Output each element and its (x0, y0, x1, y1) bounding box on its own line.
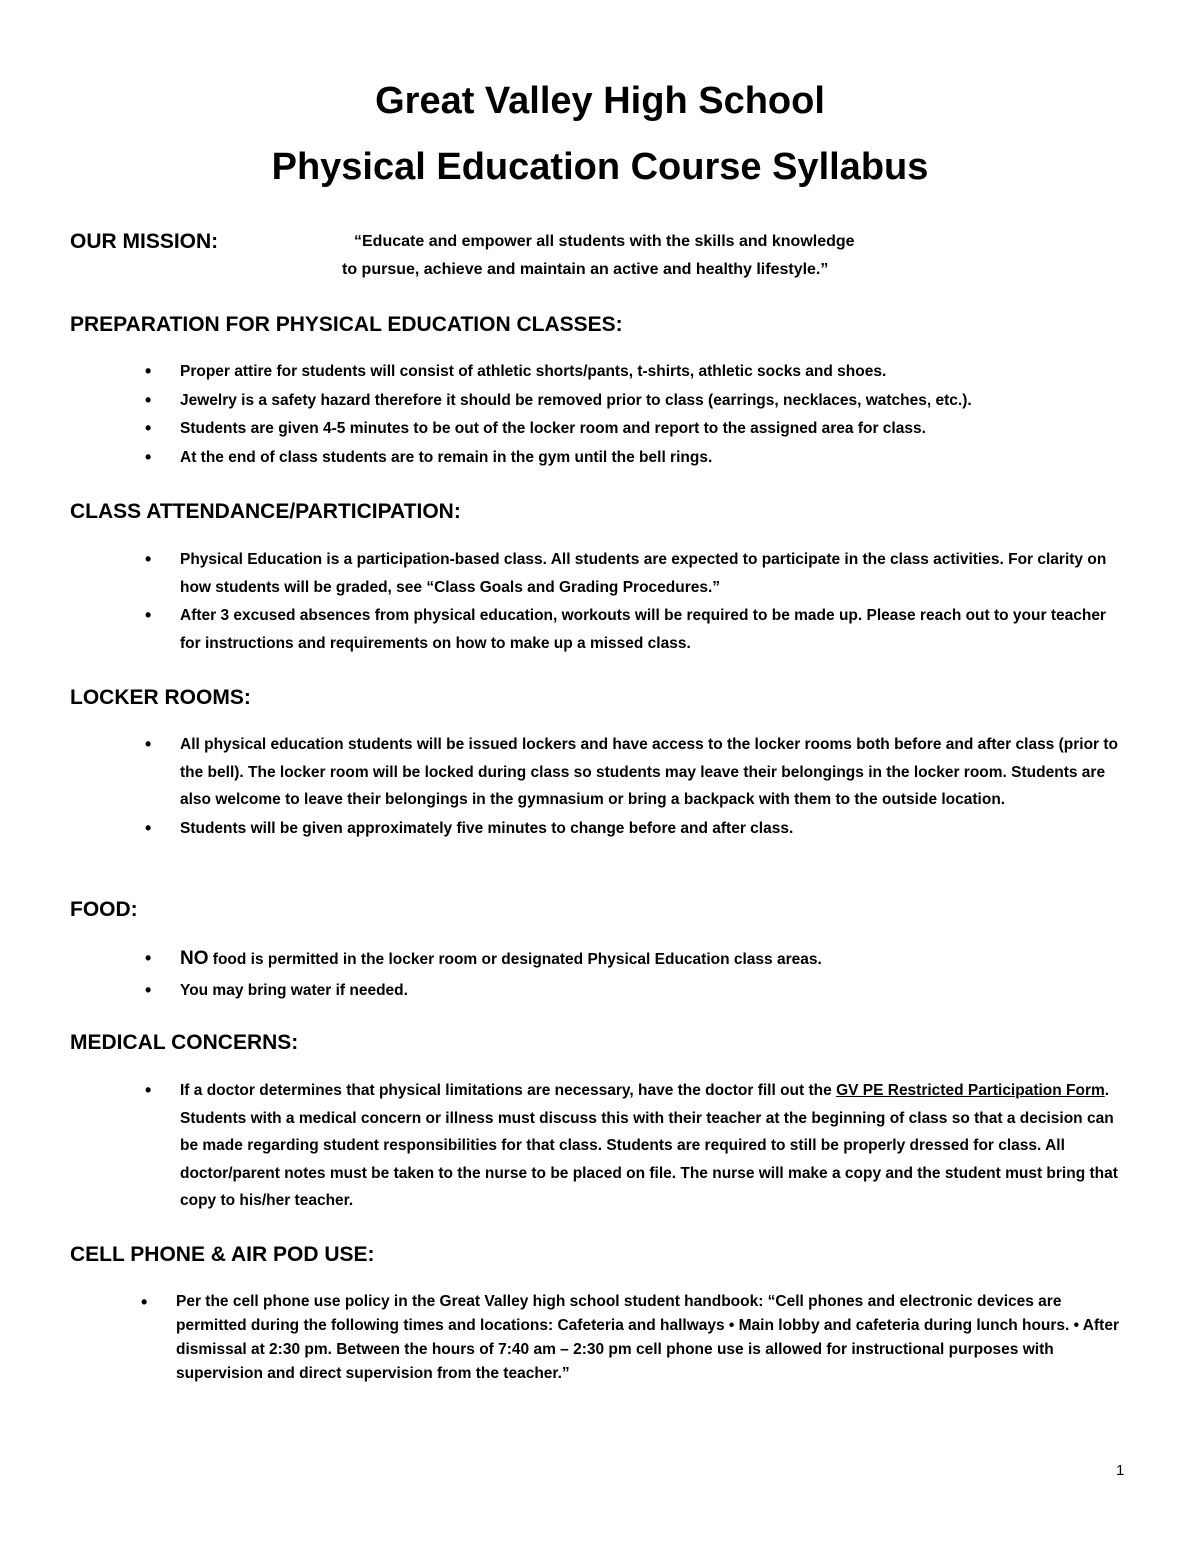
bullet-icon: • (145, 734, 152, 754)
bullet-icon: • (145, 446, 152, 467)
list-item: • Students are given 4-5 minutes to be out of the locker room and report to the assigned area for class. (180, 415, 1130, 443)
bullet-icon: • (145, 389, 152, 410)
bullet-icon: • (145, 948, 152, 968)
food-list (145, 945, 1130, 1005)
list-item: • Per the cell phone use policy in the Great Valley high school student handbook: “Cell phones and electronic devices are permitted during the following times and locations: Cafeteria and hallways • Main lobby and cafeteria during lunch hours. • After dismissal at 2:30 pm. Between the hours of 7:40 am – 2:30 pm cell phone use is allowed for instructional purposes with supervision and direct supervision from the teacher.” (141, 1292, 1119, 1382)
attendance-list (145, 546, 1130, 658)
mission-line-1: “Educate and empower all students with the skills and knowledge (354, 233, 855, 250)
locker-list (145, 731, 1130, 843)
cell-heading: CELL PHONE & AIR POD USE: (70, 1243, 375, 1266)
prep-heading: PREPARATION FOR PHYSICAL EDUCATION CLASSES: (70, 313, 623, 336)
restricted-form-link[interactable]: GV PE Restricted Participation Form (836, 1082, 1105, 1099)
list-item: • Students will be given approximately five minutes to change before and after class. (180, 815, 1130, 843)
list-item: • After 3 excused absences from physical education, workouts will be required to be made up. Please reach out to your teacher for instructions and requirements on how to make up a missed class. (180, 602, 1130, 657)
list-item: • Physical Education is a participation-based class. All students are expected to participate in the class activities. For clarity on how students will be graded, see “Class Goals and Grading Procedures.” (180, 546, 1130, 601)
mission-label: OUR MISSION: (70, 230, 219, 253)
school-title: Great Valley High School (375, 80, 825, 122)
list-item: • Proper attire for students will consist of athletic shorts/pants, t-shirts, athletic socks and shoes. (180, 358, 1130, 386)
syllabus-title: Physical Education Course Syllabus (271, 146, 929, 188)
list-item: • NO food is permitted in the locker room or designated Physical Education class areas. (180, 945, 1130, 974)
bullet-icon: • (145, 361, 152, 381)
bullet-icon: • (145, 817, 152, 838)
list-item: • Jewelry is a safety hazard therefore it should be removed prior to class (earrings, necklaces, watches, etc.). (180, 387, 1130, 415)
food-heading: FOOD: (70, 898, 138, 921)
list-item: • You may bring water if needed. (180, 977, 1130, 1005)
prep-list (145, 358, 1130, 472)
cell-list (141, 1290, 1131, 1387)
locker-heading: LOCKER ROOMS: (70, 686, 251, 709)
bullet-icon: • (145, 605, 152, 625)
attendance-heading: CLASS ATTENDANCE/PARTICIPATION: (70, 500, 461, 523)
no-emphasis: NO (180, 948, 209, 969)
mission-line-2: to pursue, achieve and maintain an active and healthy lifestyle.” (342, 261, 829, 278)
medical-heading: MEDICAL CONCERNS: (70, 1031, 299, 1054)
medical-list (145, 1077, 1130, 1216)
bullet-icon: • (145, 979, 152, 1000)
bullet-icon: • (141, 1292, 148, 1312)
bullet-icon: • (145, 418, 152, 438)
bullet-icon: • (145, 1080, 152, 1100)
list-item: • If a doctor determines that physical limitations are necessary, have the doctor fill out the GV PE Restricted Participation Form. Students with a medical concern or illness must discuss this with their teacher at the beginning of class so that a decision can be made regarding student responsibilities for that class. Students are required to still be properly dressed for class. All doctor/parent notes must be taken to the nurse to be placed on file. The nurse will make a copy and the student must bring that copy to his/her teacher. (180, 1077, 1130, 1215)
list-item: • All physical education students will be issued lockers and have access to the locker rooms both before and after class (prior to the bell). The locker room will be locked during class so students may leave their belongings in the locker room. Students are also welcome to leave their belongings in the gymnasium or bring a backpack with them to the outside location. (180, 731, 1130, 814)
page-number: 1 (1116, 1462, 1125, 1479)
list-item: • At the end of class students are to remain in the gym until the bell rings. (180, 444, 1130, 472)
bullet-icon: • (145, 549, 152, 569)
